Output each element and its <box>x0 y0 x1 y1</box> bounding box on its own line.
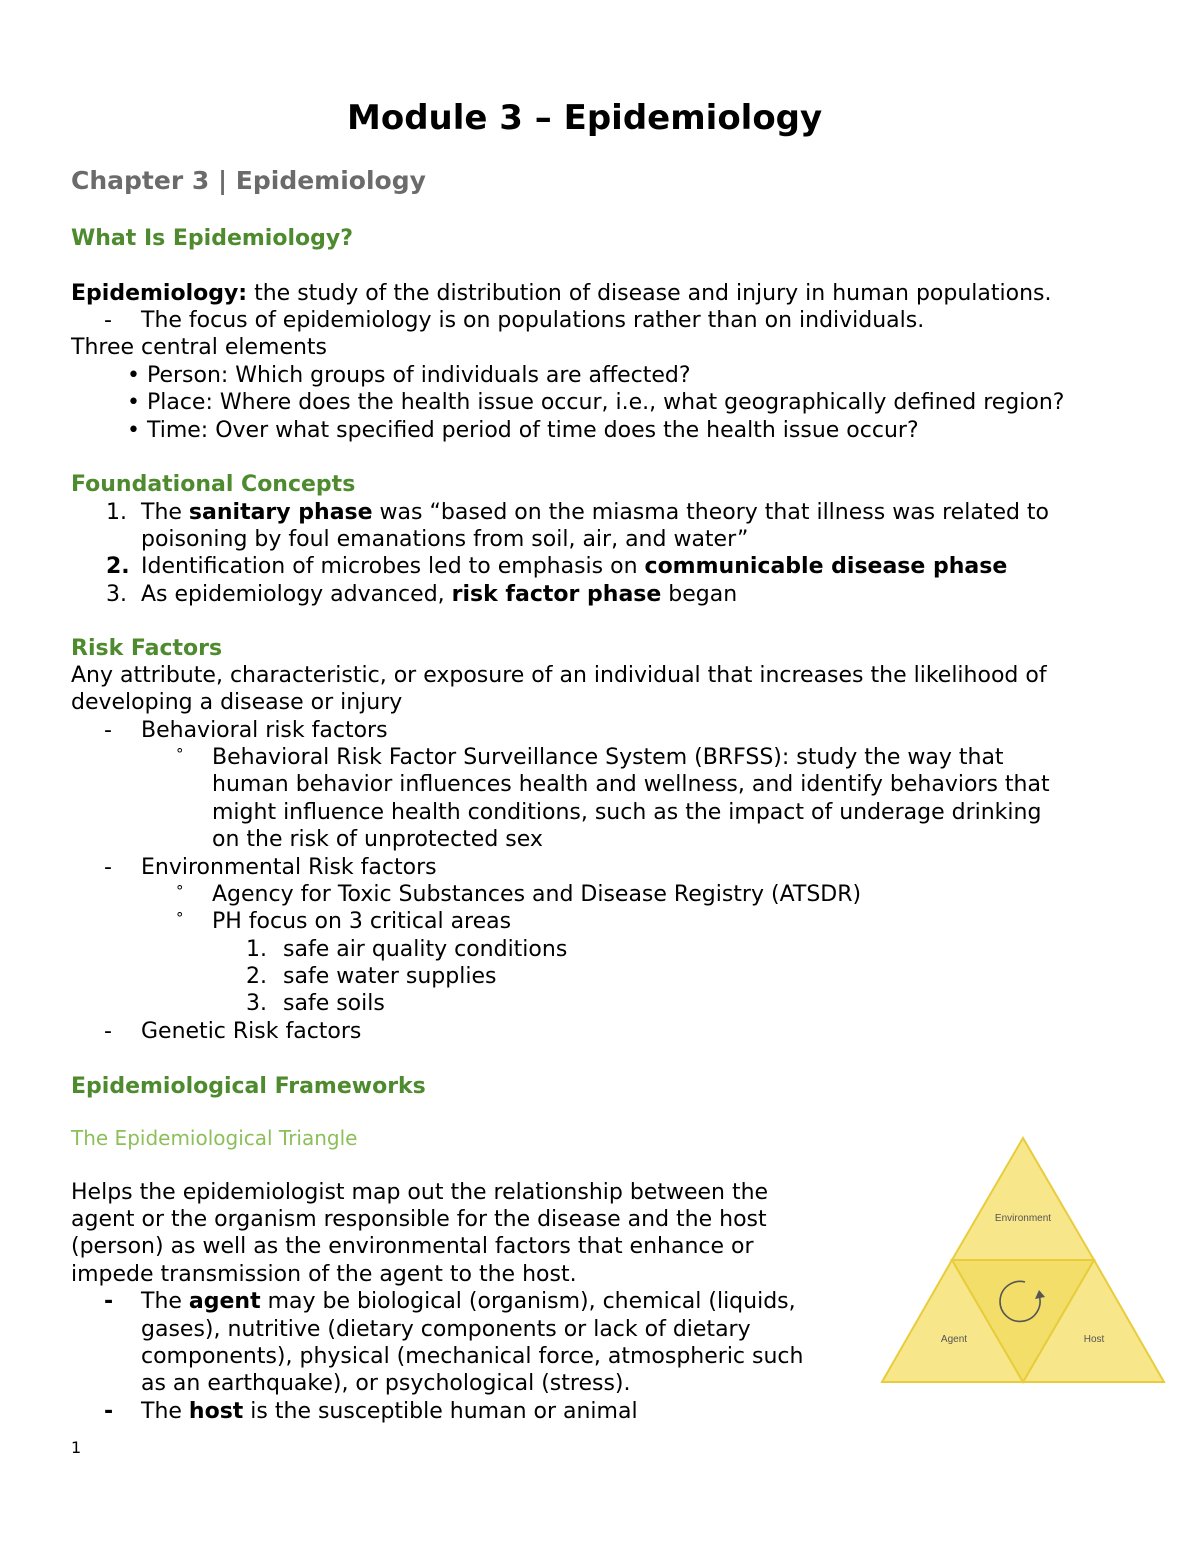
circle-bullet: ° <box>176 745 184 763</box>
epidemiological-triangle-figure <box>878 1134 1168 1388</box>
agent-item-line-4: as an earthquake), or psychological (stress). <box>141 1371 631 1396</box>
element-time: • Time: Over what specified period of time does the health issue occur? <box>127 418 919 443</box>
agent-item: The agent may be biological (organism), chemical (liquids, <box>141 1289 796 1314</box>
definition-term: Epidemiology: <box>71 281 248 306</box>
risk-intro-line-1: Any attribute, characteristic, or exposure of an individual that increases the likelihood of <box>71 663 1047 688</box>
environment-label: Environment <box>994 1213 1052 1224</box>
area-item-1: safe air quality conditions <box>283 937 568 962</box>
behavioral-risk-item: Behavioral risk factors <box>141 718 388 743</box>
chapter-heading: Chapter 3 | Epidemiology <box>71 166 426 195</box>
risk-intro-line-2: developing a disease or injury <box>71 690 403 715</box>
area-item-3: safe soils <box>283 991 385 1016</box>
list-number: 1. <box>106 500 127 525</box>
dash-bullet: - <box>104 1289 114 1314</box>
list-number: 2. <box>106 554 130 579</box>
triangle-para-line-4: impede transmission of the agent to the host. <box>71 1262 577 1287</box>
host-item: The host is the susceptible human or animal <box>141 1399 638 1424</box>
triangle-para-line-3: (person) as well as the environmental factors that enhance or <box>71 1234 754 1259</box>
area-item-2: safe water supplies <box>283 964 497 989</box>
risk-heading: Risk Factors <box>71 636 223 661</box>
agent-item-line-3: components), physical (mechanical force, atmospheric such <box>141 1344 804 1369</box>
frameworks-heading: Epidemiological Frameworks <box>71 1074 426 1099</box>
list-number: 3. <box>106 582 127 607</box>
triangle-subheading: The Epidemiological Triangle <box>71 1126 358 1150</box>
triangle-para-line-1: Helps the epidemiologist map out the relationship between the <box>71 1180 769 1205</box>
environment-triangle <box>952 1138 1094 1260</box>
environmental-risk-item: Environmental Risk factors <box>141 855 437 880</box>
circle-bullet: ° <box>176 909 184 927</box>
dash-bullet: - <box>104 855 112 880</box>
foundational-heading: Foundational Concepts <box>71 472 356 497</box>
elements-intro: Three central elements <box>71 335 328 360</box>
what-is-heading: What Is Epidemiology? <box>71 226 353 251</box>
dash-bullet: - <box>104 308 112 333</box>
dash-bullet: - <box>104 1019 112 1044</box>
list-number: 2. <box>246 964 267 989</box>
foundational-item-1-cont: poisoning by foul emanations from soil, air, and water” <box>141 527 749 552</box>
document-title: Module 3 – Epidemiology <box>347 98 823 138</box>
foundational-item-1: The sanitary phase was “based on the miasma theory that illness was related to <box>141 500 1050 525</box>
agent-label: Agent <box>940 1334 968 1345</box>
list-number: 3. <box>246 991 267 1016</box>
brfss-line-2: human behavior influences health and wellness, and identify behaviors that <box>212 772 1050 797</box>
agent-item-line-2: gases), nutritive (dietary components or lack of dietary <box>141 1317 751 1342</box>
dash-bullet: - <box>104 1399 114 1424</box>
atsdr-item: Agency for Toxic Substances and Disease Registry (ATSDR) <box>212 882 862 907</box>
element-person: • Person: Which groups of individuals are affected? <box>127 363 691 388</box>
dash-bullet: - <box>104 718 112 743</box>
brfss-line-4: on the risk of unprotected sex <box>212 827 543 852</box>
brfss-line-1: Behavioral Risk Factor Surveillance System (BRFSS): study the way that <box>212 745 1004 770</box>
element-place: • Place: Where does the health issue occur, i.e., what geographically defined region? <box>127 390 1065 415</box>
list-number: 1. <box>246 937 267 962</box>
host-label: Host <box>1083 1334 1105 1345</box>
triangle-para-line-2: agent or the organism responsible for the disease and the host <box>71 1207 767 1232</box>
focus-item: The focus of epidemiology is on populations rather than on individuals. <box>141 308 925 333</box>
genetic-risk-item: Genetic Risk factors <box>141 1019 362 1044</box>
definition-line <box>71 280 1051 307</box>
definition-text: the study of the distribution of disease and injury in human populations. <box>247 281 1052 306</box>
circle-bullet: ° <box>176 882 184 900</box>
ph-focus-item: PH focus on 3 critical areas <box>212 909 512 934</box>
foundational-item-2: Identification of microbes led to emphasis on communicable disease phase <box>141 554 1008 579</box>
foundational-item-3: As epidemiology advanced, risk factor phase began <box>141 582 738 607</box>
page-number: 1 <box>71 1438 82 1457</box>
brfss-line-3: might influence health conditions, such as the impact of underage drinking <box>212 800 1042 825</box>
